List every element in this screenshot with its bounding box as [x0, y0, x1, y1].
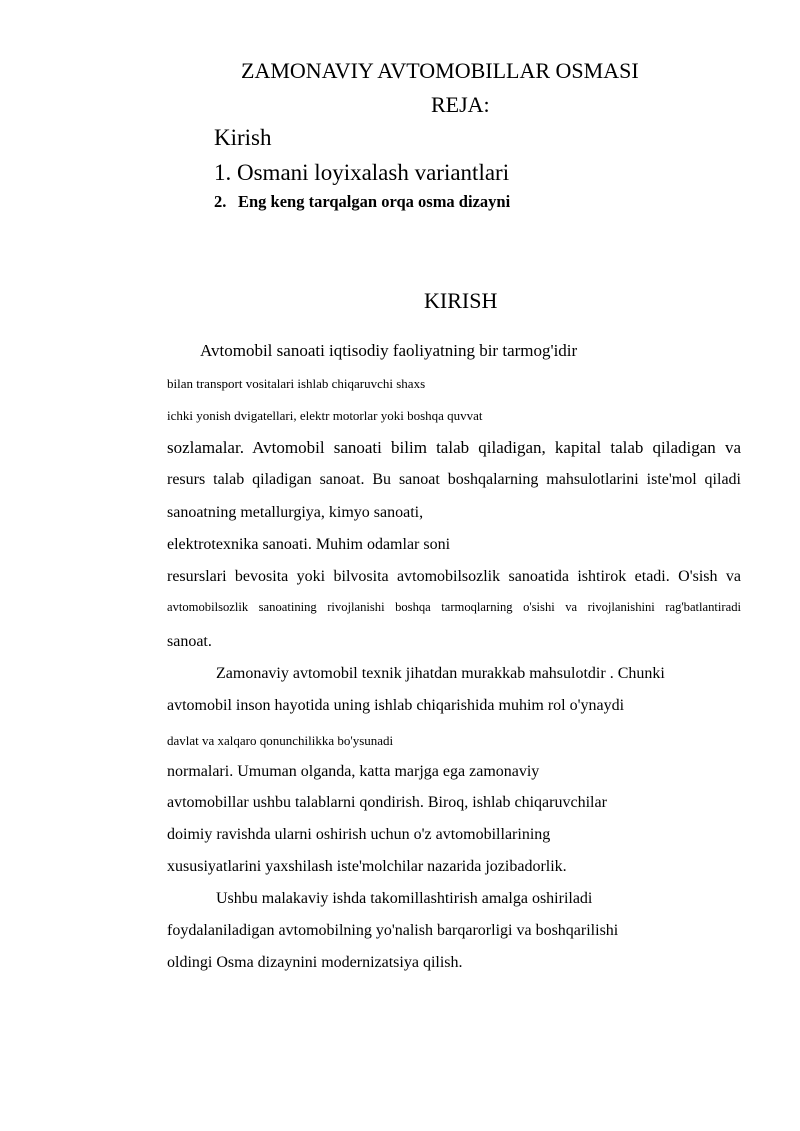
- plan-item-2-text: Eng keng tarqalgan orqa osma dizayni: [238, 192, 511, 211]
- paragraph-line: Zamonaviy avtomobil texnik jihatdan murakkab mahsulotdir . Chunki: [216, 665, 665, 682]
- section-heading: KIRISH: [424, 288, 498, 313]
- document-title: ZAMONAVIY AVTOMOBILLAR OSMASI: [241, 58, 639, 83]
- plan-item-2-number: 2.: [214, 192, 227, 211]
- paragraph-line: avtomobillar ushbu talablarni qondirish. Biroq, ishlab chiqaruvchilar: [167, 794, 607, 811]
- plan-heading: REJA:: [431, 92, 490, 117]
- paragraph-line: bilan transport vositalari ishlab chiqaruvchi shaxs: [167, 376, 426, 391]
- paragraph-line: sanoatning metallurgiya, kimyo sanoati,: [167, 504, 424, 521]
- paragraph-line: sanoat.: [167, 633, 212, 650]
- paragraph-line: Ushbu malakaviy ishda takomillashtirish amalga oshiriladi: [216, 890, 593, 907]
- paragraph-line: sozlamalar. Avtomobil sanoati bilim talab qiladigan, kapital talab qiladigan va: [167, 438, 741, 457]
- paragraph-line: oldingi Osma dizaynini modernizatsiya qilish.: [167, 954, 463, 971]
- paragraph-line: elektrotexnika sanoati. Muhim odamlar soni: [167, 536, 451, 553]
- paragraph-line: resurs talab qiladigan sanoat. Bu sanoat boshqalarning mahsulotlarini iste'mol qiladi: [167, 471, 741, 488]
- paragraph-line: foydalaniladigan avtomobilning yo'nalish barqarorligi va boshqarilishi: [167, 922, 619, 939]
- paragraph-line: ichki yonish dvigatellari, elektr motorlar yoki boshqa quvvat: [167, 408, 483, 423]
- paragraph-line: xususiyatlarini yaxshilash iste'molchilar nazarida jozibadorlik.: [167, 858, 567, 875]
- plan-item-intro: Kirish: [214, 125, 272, 150]
- paragraph-line: normalari. Umuman olganda, katta marjga ega zamonaviy: [167, 763, 540, 780]
- paragraph-line: resurslari bevosita yoki bilvosita avtomobilsozlik sanoatida ishtirok etadi. O'sish va: [167, 568, 741, 585]
- paragraph-line: avtomobil inson hayotida uning ishlab chiqarishida muhim rol o'ynaydi: [167, 697, 625, 714]
- plan-item-2: [214, 194, 510, 211]
- plan-item-1: 1. Osmani loyixalash variantlari: [214, 160, 510, 185]
- paragraph-line: doimiy ravishda ularni oshirish uchun o'z avtomobillarining: [167, 826, 551, 843]
- paragraph-line: Avtomobil sanoati iqtisodiy faoliyatning bir tarmog'idir: [200, 341, 578, 360]
- paragraph-line: davlat va xalqaro qonunchilikka bo'ysunadi: [167, 733, 394, 748]
- paragraph-line: avtomobilsozlik sanoatining rivojlanishi boshqa tarmoqlarning o'sishi va rivojlanishini rag'batlantiradi: [167, 600, 741, 614]
